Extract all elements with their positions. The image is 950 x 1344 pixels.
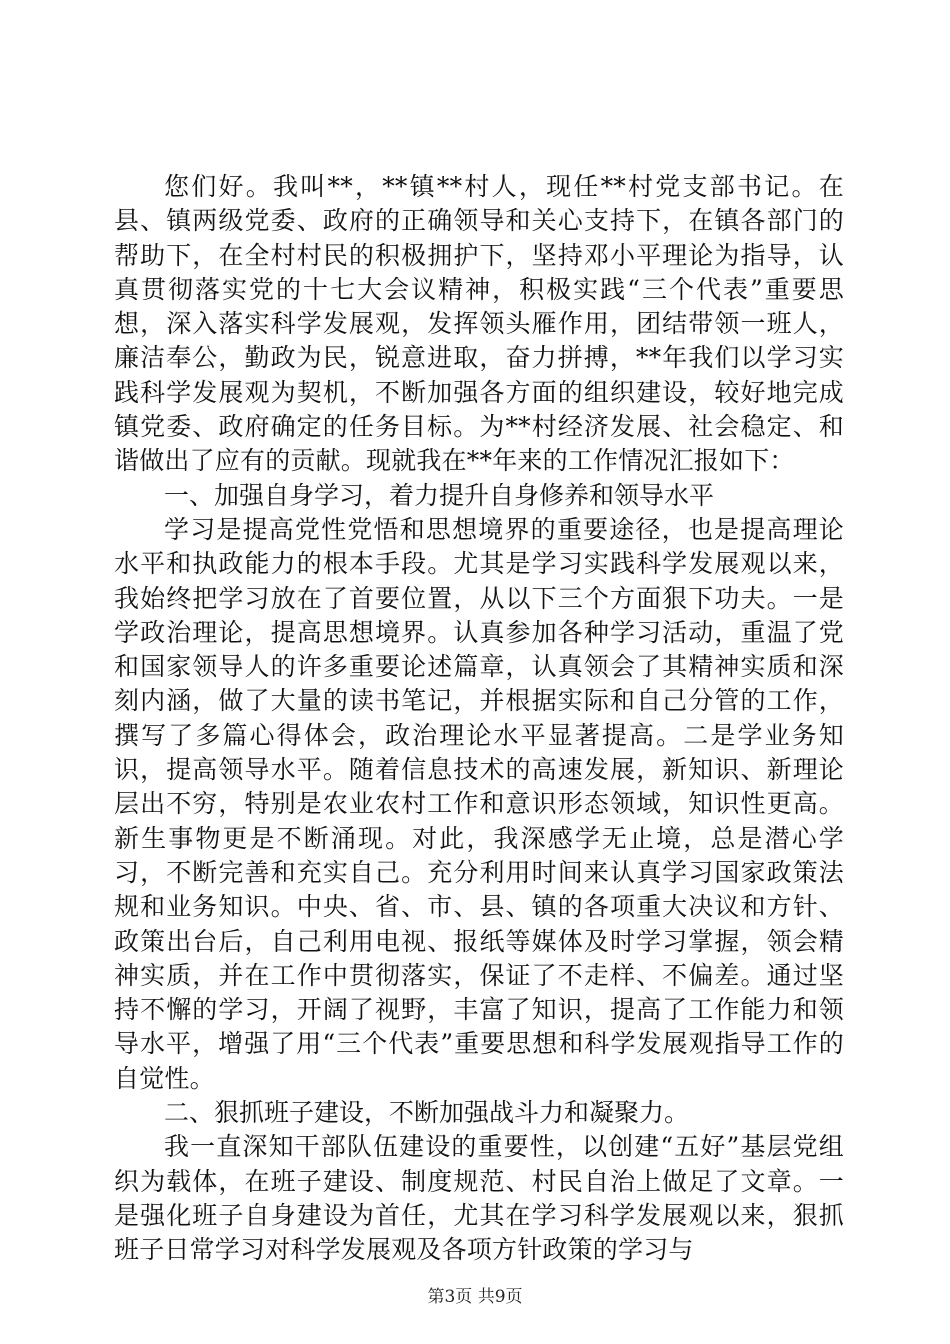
intro-paragraph: 您们好。我叫**，**镇**村人，现任**村党支部书记。在县、镇两级党委、政府的正确领导和关心支持下，在镇各部门的帮助下，在全村村民的积极拥护下，坚持邓小平理论为指导，认真贯彻落实党的十七大会议精神，积极实践“三个代表”重要思想，深入落实科学发展观，发挥领头雁作用，团结带领一班人，廉洁奉公，勤政为民，锐意进取，奋力拼搏，**年我们以学习实践科学发展观为契机，不断加强各方面的组织建设，较好地完成镇党委、政府确定的任务目标。为**村经济发展、社会稳定、和谐做出了应有的贡献。现就我在**年来的工作情况汇报如下： — [114, 172, 844, 476]
section-1-paragraph: 学习是提高党性党悟和思想境界的重要途径，也是提高理论水平和执政能力的根本手段。尤其是学习实践科学发展观以来，我始终把学习放在了首要位置，从以下三个方面狠下功夫。一是学政治理论，提高思想境界。认真参加各种学习活动，重温了党和国家领导人的许多重要论述篇章，认真领会了其精神实质和深刻内涵，做了大量的读书笔记，并根据实际和自己分管的工作，撰写了多篇心得体会，政治理论水平显著提高。二是学业务知识，提高领导水平。随着信息技术的高速发展，新知识、新理论层出不穷，特别是农业农村工作和意识形态领域，知识性更高。新生事物更是不断涌现。对此，我深感学无止境，总是潜心学习，不断完善和充实自己。充分利用时间来认真学习国家政策法规和业务知识。中央、省、市、县、镇的各项重大决议和方针、政策出台后，自己利用电视、报纸等媒体及时学习掌握，领会精神实质，并在工作中贯彻落实，保证了不走样、不偏差。通过坚持不懈的学习，开阔了视野，丰富了知识，提高了工作能力和领导水平，增强了用“三个代表”重要思想和科学发展观指导工作的自觉性。 — [114, 514, 844, 1093]
page-footer: 第3页 共9页 — [427, 1287, 523, 1307]
section-heading-1: 一、加强自身学习，着力提升自身修养和领导水平 — [164, 480, 715, 510]
document-body — [114, 170, 844, 1268]
section-heading-2: 二、狠抓班子建设，不断加强战斗力和凝聚力。 — [164, 1098, 690, 1128]
section-2-paragraph: 我一直深知干部队伍建设的重要性，以创建“五好”基层党组织为载体，在班子建设、制度规范、村民自治上做足了文章。一是强化班子自身建设为首任，尤其在学习科学发展观以来，狠抓班子日常学习对科学发展观及各项方针政策的学习与 — [114, 1132, 844, 1265]
